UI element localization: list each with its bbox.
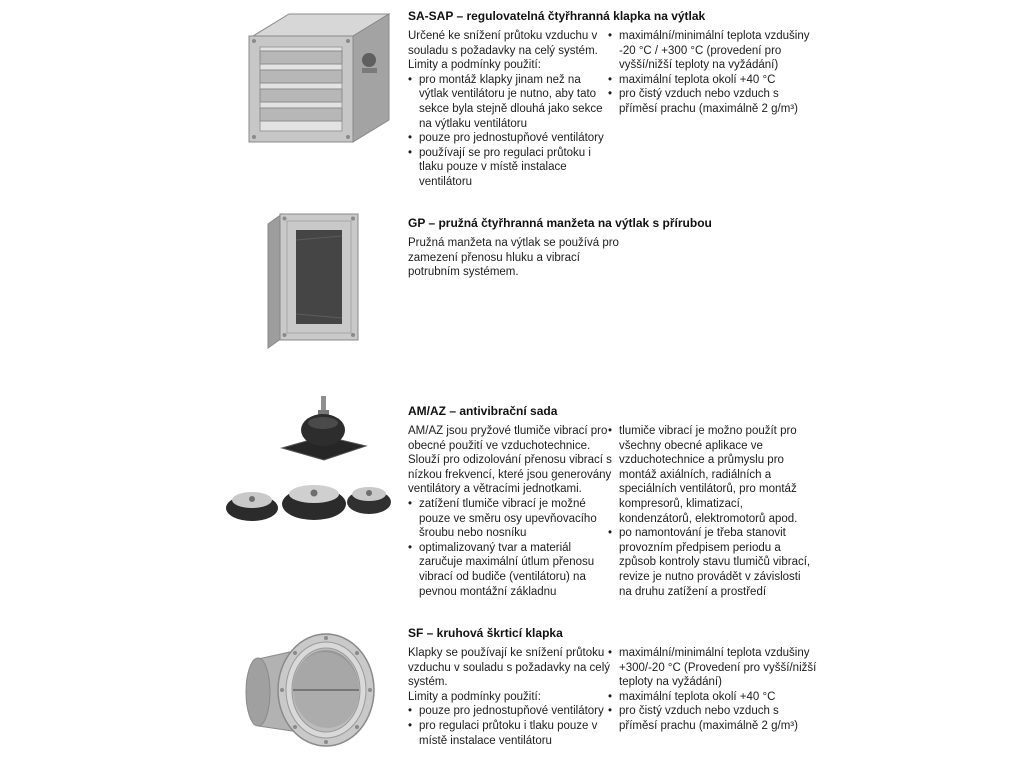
gp-text-column	[408, 236, 620, 280]
bullet-dot: •	[408, 541, 413, 554]
bullet-text: maximální teplota okolí +40 °C	[619, 73, 776, 86]
bullet-dot: •	[408, 497, 413, 510]
circular-damper-illustration	[238, 614, 378, 764]
intro-paragraph: Určené ke snížení průtoku vzduchu v souladu s požadavky na celý systém.	[408, 30, 598, 57]
bullet-dot: •	[608, 690, 613, 703]
bullet-dot: •	[608, 705, 613, 718]
am-az-right-column	[608, 424, 814, 599]
bullet-dot: •	[608, 88, 613, 101]
bullet-item	[408, 497, 612, 541]
bullet-item	[608, 646, 820, 690]
section-title: SF – kruhová škrticí klapka	[408, 626, 563, 640]
am-az-left-column	[408, 424, 612, 599]
sf-left-column	[408, 646, 610, 748]
bullet-item	[608, 690, 820, 705]
intro-paragraph: Klapky se používají ke snížení průtoku vzduchu v souladu s požadavky na celý systém.	[408, 647, 611, 689]
sf-right-column	[608, 646, 820, 734]
flexible-connector-illustration	[256, 202, 366, 350]
bullet-text: zatížení tlumiče vibrací je možné pouze ve směru osy upevňovacího šroubu nebo nosníku	[419, 497, 597, 540]
bullet-text: maximální/minimální teplota vzdušiny -20 °C / +300 °C (provedení pro vyšší/nižší teploty na vyžádání)	[619, 30, 810, 72]
bullet-dot: •	[608, 425, 613, 437]
bullet-text: maximální/minimální teplota vzdušiny +300/-20 °C (Provedení pro vyšší/nižší teploty na vyžádání)	[619, 647, 817, 689]
bullet-item	[608, 73, 820, 88]
bullet-item	[608, 526, 814, 599]
bullet-text: používají se pro regulaci průtoku i tlaku pouze v místě instalace ventilátoru	[419, 146, 591, 188]
bullet-item	[608, 87, 820, 116]
intro-paragraph: AM/AZ jsou pryžové tlumiče vibrací pro obecné použití ve vzduchotechnice. Slouží pro odizolování přenosu vibrací s nízkou frekvencí, které jsou generovány ventilátory a větracími jednotkami.	[408, 425, 612, 496]
bullet-item	[408, 719, 610, 748]
section-title: GP – pružná čtyřhranná manžeta na výtlak s přírubou	[408, 216, 712, 230]
sa-sap-left-column	[408, 29, 608, 190]
bullet-dot: •	[408, 705, 413, 718]
section-title: AM/AZ – antivibrační sada	[408, 404, 558, 418]
bullet-item	[608, 29, 820, 73]
bullet-item	[408, 541, 612, 599]
bullet-item	[608, 424, 814, 526]
intro-paragraph: Limity a podmínky použití:	[408, 59, 541, 72]
rectangular-damper-illustration	[243, 4, 395, 154]
bullet-text: pro čistý vzduch nebo vzduch s příměsí prachu (maximálně 2 g/m³)	[619, 88, 798, 115]
bullet-item	[408, 704, 610, 719]
bullet-text: pouze pro jednostupňové ventilátory	[419, 705, 604, 718]
bullet-text: optimalizovaný tvar a materiál zaručuje maximální útlum přenosu vibrací od budiče (ventilátoru) na pevnou montážní základnu	[419, 541, 595, 598]
sa-sap-right-column	[608, 29, 820, 117]
bullet-item	[408, 73, 608, 131]
intro-paragraph: Limity a podmínky použití:	[408, 690, 541, 703]
bullet-dot: •	[408, 146, 413, 159]
anti-vibration-mounts-illustration	[222, 396, 392, 530]
bullet-text: pro čistý vzduch nebo vzduch s příměsí prachu (maximálně 2 g/m³)	[619, 705, 798, 732]
bullet-text: tlumiče vibrací je možno použít pro všechny obecné aplikace ve vzduchotechnice a průmyslu pro montáž axiálních, radiálních a speciálních ventilátorů, pro montáž kompresorů, klimatizací, kondenzátorů, elektromotorů apod.	[619, 425, 798, 525]
section-title: SA-SAP – regulovatelná čtyřhranná klapka na výtlak	[408, 9, 706, 23]
bullet-text: maximální teplota okolí +40 °C	[619, 690, 776, 703]
bullet-text: pouze pro jednostupňové ventilátory	[419, 132, 604, 145]
bullet-text: po namontování je třeba stanovit provozním předpisem periodu a způsob kontroly stavu tlumičů vibrací, revize je nutno provádět v závislosti na druhu zatížení a prostředí	[619, 527, 811, 598]
bullet-item	[408, 131, 608, 146]
bullet-dot: •	[608, 73, 613, 86]
am-az-product-image	[222, 396, 392, 530]
bullet-dot: •	[408, 719, 413, 732]
sa-sap-product-image	[243, 4, 395, 154]
bullet-text: pro regulaci průtoku i tlaku pouze v místě instalace ventilátoru	[419, 719, 598, 747]
bullet-dot: •	[608, 527, 613, 540]
bullet-item	[608, 704, 820, 733]
description-paragraph: Pružná manžeta na výtlak se používá pro zamezení přenosu hluku a vibrací potrubním systémem.	[408, 237, 619, 279]
gp-product-image	[256, 202, 366, 350]
bullet-dot: •	[608, 647, 613, 659]
bullet-dot: •	[408, 132, 413, 145]
bullet-dot: •	[608, 30, 613, 42]
bullet-text: pro montáž klapky jinam než na výtlak ventilátoru je nutno, aby tato sekce byla stejně dlouhá jako sekce na výtlaku ventilátoru	[419, 73, 603, 130]
bullet-dot: •	[408, 73, 413, 86]
bullet-item	[408, 146, 608, 190]
sf-product-image	[238, 614, 378, 764]
